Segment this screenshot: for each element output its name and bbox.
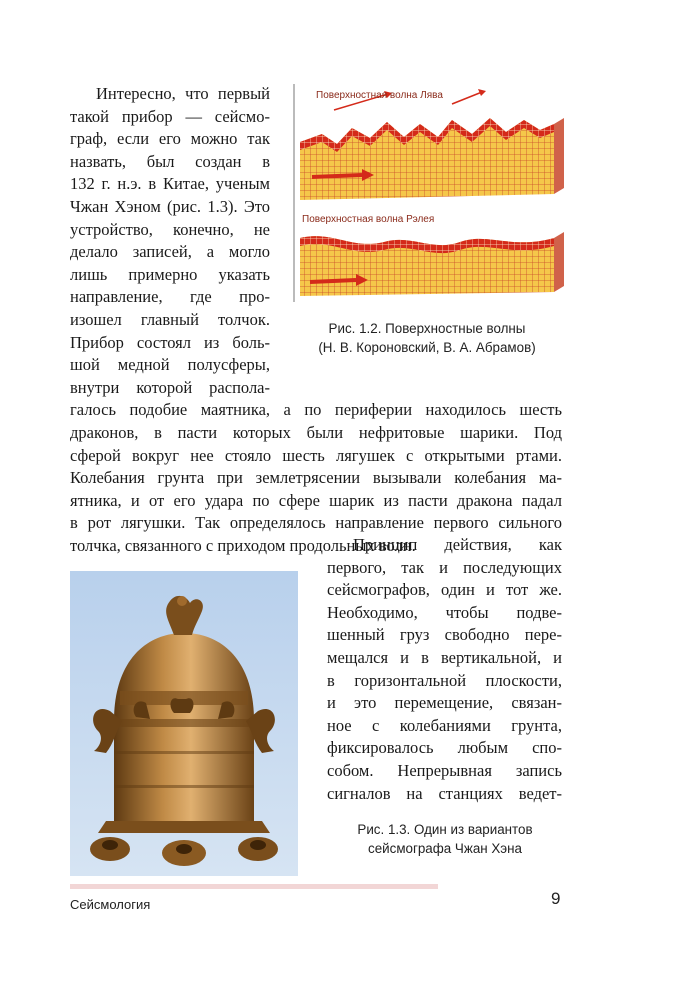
text-line: сигналов на станциях ведет-: [327, 783, 562, 803]
love-wave-block: [300, 89, 564, 200]
paragraph-1: [70, 83, 270, 399]
text-line: сейсмографов, один и тот же.: [327, 580, 562, 600]
caption-line: сейсмографа Чжан Хэна: [368, 841, 522, 856]
text-line: Прибор состоял из боль-: [70, 332, 270, 352]
text-line: ное с колебаниями грунта,: [327, 715, 562, 735]
rayleigh-wave-label: Поверхностная волна Рэлея: [302, 214, 435, 225]
love-wave-label: Поверхностная волна Лява: [316, 90, 443, 101]
text-line: 132 г. н.э. в Китае, ученым: [70, 174, 270, 194]
text-line: устройство, конечно, не: [70, 219, 270, 239]
text-line: первого, так и последующих: [327, 557, 562, 577]
text-line: шой медной полусферы,: [70, 355, 270, 375]
surface-waves-illustration: [292, 82, 567, 304]
figure-1-3-caption: [320, 820, 570, 858]
caption-line: Рис. 1.2. Поверхностные волны: [328, 321, 526, 336]
text-line: Чжан Хэном (рис. 1.3). Это: [70, 196, 270, 216]
text-line: и это перемещение, связан-: [327, 693, 562, 713]
text-line: назвать, был создан в: [70, 151, 270, 171]
text-line: граф, если его можно так: [70, 129, 270, 149]
text-line: в рот лягушки. Так определялось направление первого сильного: [70, 513, 562, 533]
running-footer-title: Сейсмология: [70, 897, 151, 912]
text-line: собом. Непрерывная запись: [327, 760, 562, 780]
seismograph-photo: [70, 571, 298, 876]
text-line: галось подобие маятника, а по периферии находилось шесть: [70, 400, 562, 420]
text-line: лишь примерно указать: [70, 264, 270, 284]
text-line: делало записей, а могло: [70, 242, 270, 262]
text-line: Интересно, что первый: [96, 84, 270, 103]
text-line: Необходимо, чтобы подве-: [327, 602, 562, 622]
text-line: Принцип действия, как: [353, 535, 562, 554]
caption-line: Рис. 1.3. Один из вариантов: [357, 822, 533, 837]
text-line: такой прибор — сейсмо-: [70, 106, 270, 126]
text-line: внутри которой распола-: [70, 377, 270, 397]
text-line: Колебания грунта при землетрясении вызывали колебания ма-: [70, 468, 562, 488]
seismograph-illustration: [70, 571, 298, 876]
figure-1-2-caption: [292, 319, 562, 357]
text-line: драконов, в пасти которых были нефритовые шарики. Под: [70, 422, 562, 442]
text-line: ятника, и от его удара по сфере шарик из пасти дракона падал: [70, 490, 562, 510]
footer-divider: [70, 884, 438, 889]
text-line: в горизонтальной плоскости,: [327, 670, 562, 690]
text-line: изошел главный толчок.: [70, 309, 270, 329]
text-line: направление, где про-: [70, 287, 270, 307]
text-line: фиксировалось любым спо-: [327, 738, 562, 758]
rayleigh-wave-block: [300, 232, 564, 296]
text-line: мещался и в вертикальной, и: [327, 647, 562, 667]
paragraph-2: [327, 534, 562, 805]
text-line: толчка, связанного с приходом продольных волн.: [70, 535, 416, 555]
caption-line: (Н. В. Короновский, В. А. Абрамов): [318, 340, 536, 355]
surface-waves-figure: [292, 82, 567, 304]
text-line: сферой вокруг нее стояло шесть лягушек с открытыми ртами.: [70, 445, 562, 465]
page-number: 9: [551, 889, 561, 908]
text-line: шенный груз свободно пере-: [327, 625, 562, 645]
